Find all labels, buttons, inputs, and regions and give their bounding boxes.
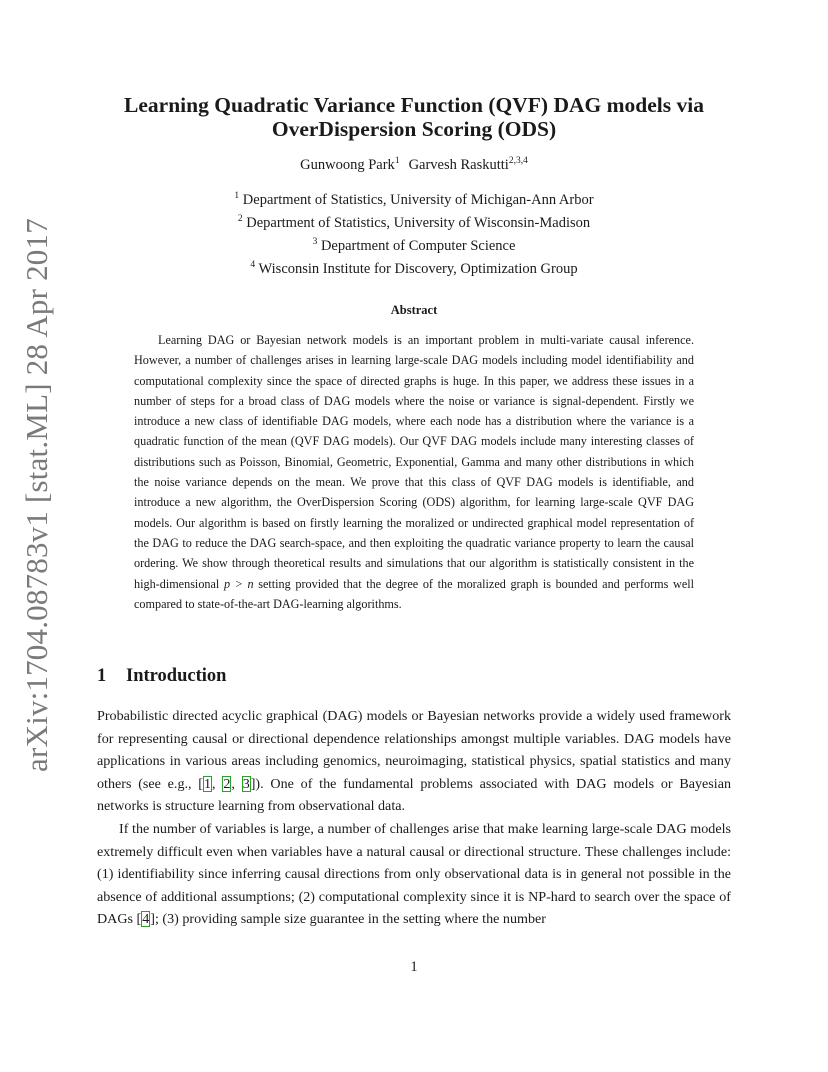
affiliation: [60, 258, 768, 281]
paragraph: [97, 818, 731, 931]
title-line-1: Learning Quadratic Variance Function (QVF) DAG models via: [124, 93, 704, 117]
affiliation-list: [60, 189, 768, 281]
affiliation-text: Department of Statistics, University of Wisconsin-Madison: [246, 215, 591, 231]
paragraph: Probabilistic directed acyclic graphical (DAG) models or Bayesian networks provide a widely used framework for representing causal or directional dependence relationships amongst multiple variables. DAG models have applications in various areas including genomics, neuroimaging, statistical physics, spatial statistics and many others (see e.g., [1, 2, 3]). One of the fundamental problems associated with DAG models or Bayesian networks is structure learning from observational data.: [97, 708, 732, 815]
affiliation: [60, 189, 768, 212]
section-heading: [97, 663, 226, 689]
citation-link[interactable]: 3: [242, 775, 250, 792]
abstract-heading: Abstract: [390, 303, 438, 317]
citation-link[interactable]: 4: [142, 911, 150, 928]
abstract-body: [134, 330, 694, 614]
affiliation-sup: 2: [237, 214, 243, 224]
section-title: Introduction: [126, 666, 227, 686]
arxiv-stamp: arXiv:1704.08783v1 [stat.ML] 28 Apr 2017: [19, 218, 54, 772]
author-name: Garvesh Raskutti: [408, 157, 509, 173]
author-affil-sup: 1: [394, 156, 400, 166]
section-number: 1: [97, 666, 107, 686]
paragraph-text: If the number of variables is large, a number of challenges arise that make learning large-scale DAG models extremely difficult even when variables have a natural causal or directional structure. These challenges include: (1) identifiability since inferring causal directions from only observational data is in general not possible in the absence of additional assumptions; (2) computational complexity since it is NP-hard to search over the space of DAGs [: [97, 820, 731, 928]
affiliation-text: Wisconsin Institute for Discovery, Optimization Group: [258, 261, 578, 277]
affiliation-sup: 1: [234, 191, 240, 201]
citation-link[interactable]: 1: [204, 775, 212, 792]
paragraph-text: ]). One of the fundamental problems associated with DAG models or Bayesian networks is structure learning from observational data.: [97, 775, 732, 815]
paragraph-text: Probabilistic directed acyclic graphical (DAG) models or Bayesian networks provide a widely used framework for representing causal or directional dependence relationships amongst multiple variables. DAG models have applications in various areas including genomics, neuroimaging, statistical physics, spatial statistics and many others (see e.g., [: [97, 708, 731, 792]
author-list: [60, 155, 768, 175]
affiliation-text: Department of Computer Science: [320, 238, 516, 254]
affiliation: [60, 235, 768, 258]
abstract-text: Learning DAG or Bayesian network models is an important problem in multi-variate causal inference. However, a number of challenges arises in learning large-scale DAG models including model identifiability and computational complexity since the space of directed graphs is huge. In this paper, we address these issues in a number of steps for a broad class of DAG models where the noise or variance is signal-dependent. Firstly we introduce a new class of identifiable DAG models, where each node has a distribution where the variance is a quadratic function of the mean (QVF DAG models). Our QVF DAG models include many interesting classes of distributions such as Poisson, Binomial, Geometric, Exponential, Gamma and many other distributions in which the noise variance depends on the mean. We prove that this class of QVF DAG models is identifiable, and introduce a new algorithm, the OverDispersion Scoring (ODS) algorithm, for learning large-scale QVF DAG models. Our algorithm is based on firstly learning the moralized or undirected graphical model representation of the DAG to reduce the DAG search-space, and then exploiting the quadratic variance property to learn the causal ordering. We show through theoretical results and simulations that our algorithm is statistically consistent in the high-dimensional: [134, 333, 694, 591]
affiliation-sup: 4: [250, 260, 256, 270]
title-line-2: OverDispersion Scoring (ODS): [271, 117, 557, 141]
affiliation: [60, 212, 768, 235]
page-number: 1: [410, 959, 418, 975]
affiliation-text: Department of Statistics, University of Michigan-Ann Arbor: [242, 192, 594, 208]
citation-link[interactable]: 2: [223, 775, 231, 792]
abstract-text: setting provided that the degree of the moralized graph is bounded and performs well compared to state-of-the-art DAG-learning algorithms.: [134, 576, 694, 611]
paper-title: [60, 93, 768, 141]
affiliation-sup: 3: [312, 237, 318, 247]
paragraph-text: ]; (3) providing sample size guarantee in the setting where the number: [150, 911, 546, 928]
author-affil-sup: 2,3,4: [508, 156, 528, 166]
introduction-body: [97, 705, 731, 931]
author-name: Gunwoong Park: [300, 157, 395, 173]
math-inline: p > n: [223, 576, 254, 591]
